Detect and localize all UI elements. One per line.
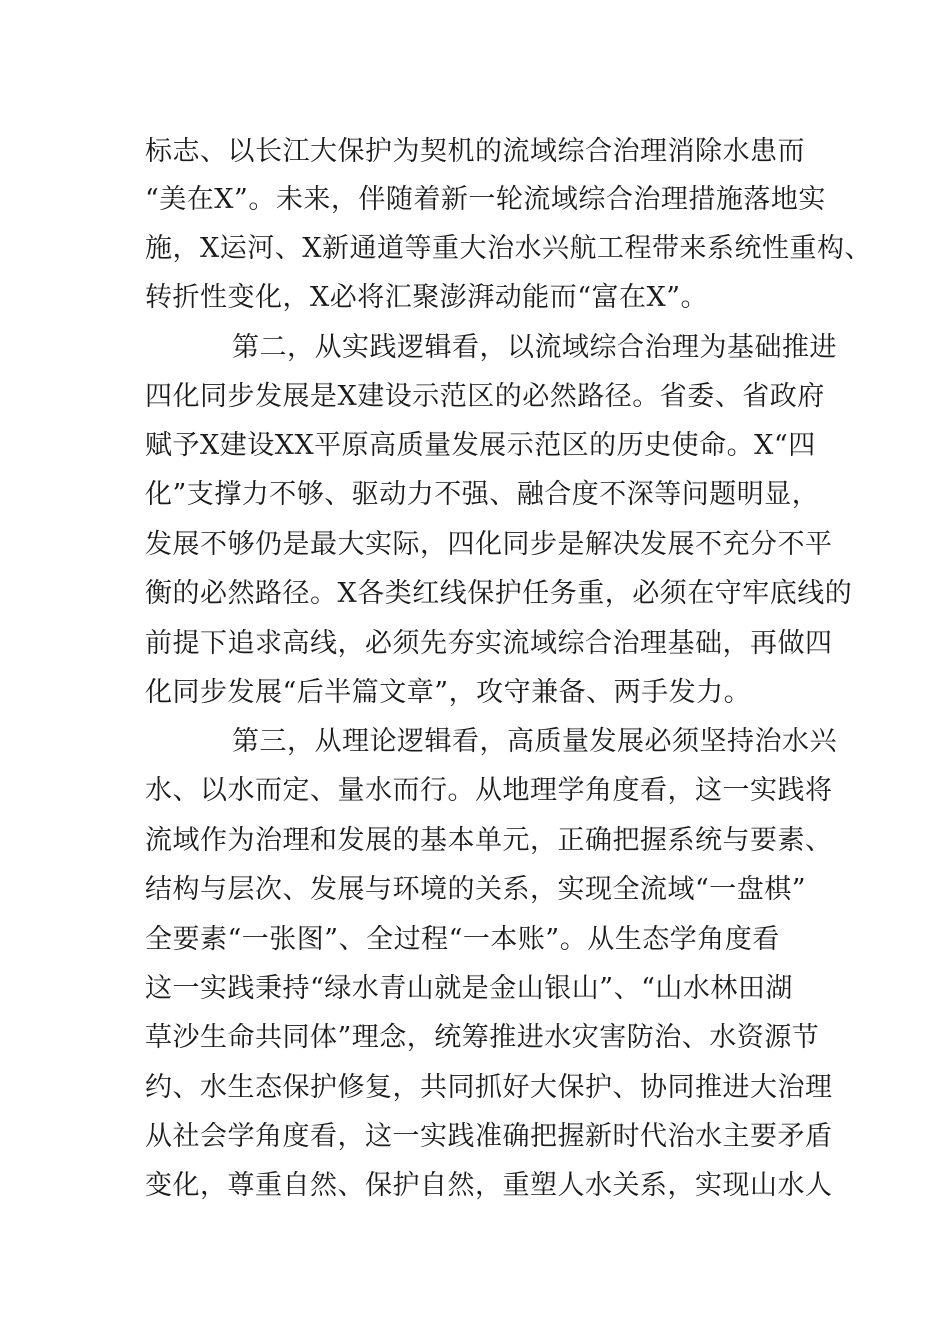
paragraph-3-first-line: 第三，从理论逻辑看，高质量发展必须坚持治水兴	[232, 726, 837, 757]
text-line-11: 前提下追求高线，必须先夯实流域综合治理基础，再做四	[145, 628, 833, 659]
text-line-6: 四化同步发展是X建设示范区的必然路径。省委、省政府	[145, 381, 825, 412]
text-line-14: 水、以水而定、量水而行。从地理学角度看，这一实践将	[145, 775, 833, 806]
text-line-21: 从社会学角度看，这一实践准确把握新时代治水主要矛盾	[145, 1121, 833, 1152]
text-line-10: 衡的必然路径。X各类红线保护任务重，必须在守牢底线的	[145, 578, 853, 609]
text-line-7: 赋予X建设XX平原高质量发展示范区的历史使命。X“四	[145, 430, 816, 461]
text-line-12: 化同步发展“后半篇文章”，攻守兼备、两手发力。	[145, 677, 752, 708]
text-line-2: “美在X”。未来，伴随着新一轮流域综合治理措施落地实	[145, 184, 826, 215]
text-line-1: 标志、以长江大保护为契机的流域综合治理消除水患而	[145, 136, 805, 167]
text-line-3: 施，X运河、X新通道等重大治水兴航工程带来系统性重构、	[145, 233, 872, 264]
text-line-8: 化”支撑力不够、驱动力不强、融合度不深等问题明显，	[145, 479, 820, 510]
text-line-22: 变化，尊重自然、保护自然，重塑人水关系，实现山水人	[145, 1170, 833, 1201]
text-line-16: 结构与层次、发展与环境的关系，实现全流域“一盘棋”	[145, 874, 807, 905]
text-line-9: 发展不够仍是最大实际，四化同步是解决发展不充分不平	[145, 529, 833, 560]
text-line-20: 约、水生态保护修复，共同抓好大保护、协同推进大治理	[145, 1072, 833, 1103]
paragraph-2-first-line: 第二，从实践逻辑看，以流域综合治理为基础推进	[232, 332, 837, 363]
text-line-4: 转折性变化，X必将汇聚澎湃动能而“富在X”。	[145, 282, 709, 313]
text-line-15: 流域作为治理和发展的基本单元，正确把握系统与要素、	[145, 825, 833, 856]
text-line-19: 草沙生命共同体”理念，统筹推进水灾害防治、水资源节	[145, 1022, 820, 1053]
text-line-18: 这一实践秉持“绿水青山就是金山银山”、“山水林田湖	[145, 973, 793, 1004]
text-line-17: 全要素“一张图”、全过程“一本账”。从生态学角度看	[145, 924, 780, 955]
